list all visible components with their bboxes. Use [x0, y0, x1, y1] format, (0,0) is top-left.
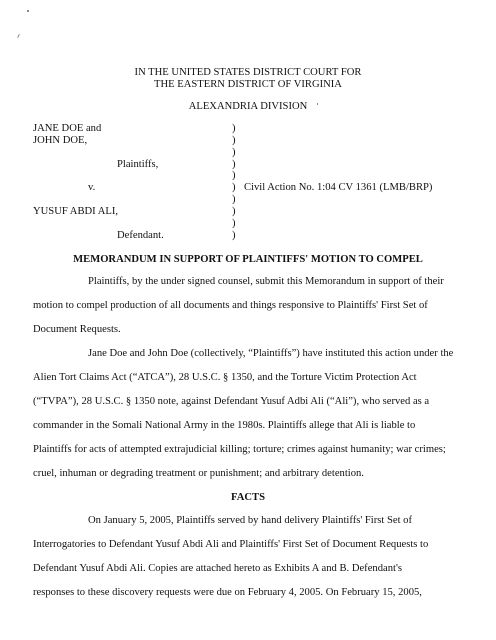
scan-speck [17, 34, 20, 38]
caption-paren: ) [232, 159, 236, 170]
paragraph-line: responses to these discovery requests were due on February 4, 2005. On February 15, 2005, [33, 587, 422, 598]
paragraph-line: motion to compel production of all documents and things responsive to Plaintiffs' First Set of [33, 300, 428, 311]
caption-paren: ) [232, 135, 236, 146]
paragraph-line: Plaintiffs, by the under signed counsel, submit this Memorandum in support of their [88, 276, 444, 287]
caption-paren: ) [232, 230, 236, 241]
paragraph-line: Alien Tort Claims Act (“ATCA”), 28 U.S.C. § 1350, and the Torture Victim Protection Act [33, 372, 417, 383]
paragraph-line: On January 5, 2005, Plaintiffs served by hand delivery Plaintiffs' First Set of [88, 515, 412, 526]
plaintiffs-label: Plaintiffs, [117, 159, 159, 170]
caption-paren: ) [232, 206, 236, 217]
court-division: ALEXANDRIA DIVISION [188, 101, 308, 112]
paragraph-line: Plaintiffs for acts of attempted extrajudicial killing; torture; crimes against humanity; war crimes; [33, 444, 446, 455]
paragraph-line: Document Requests. [33, 324, 121, 335]
facts-heading: FACTS [231, 492, 265, 503]
paragraph-line: (“TVPA”), 28 U.S.C. § 1350 note, against Defendant Yusuf Adbi Ali (“Ali”), who served as a [33, 396, 430, 407]
caption-paren: ) [232, 194, 236, 205]
caption-paren: ) [232, 123, 236, 134]
scan-speck [27, 10, 29, 12]
paragraph-line: Jane Doe and John Doe (collectively, “Plaintiffs”) have instituted this action under the [88, 348, 454, 359]
plaintiff-line2: JOHN DOE, [33, 135, 88, 146]
paragraph-line: commander in the Somali National Army in the 1980s. Plaintiffs allege that Ali is liable to [33, 420, 416, 431]
paragraph-line: Defendant Yusuf Abdi Ali. Copies are attached hereto as Exhibits A and B. Defendant's [33, 563, 402, 574]
versus-label: v. [88, 182, 96, 193]
defendant-label: Defendant. [117, 230, 164, 241]
caption-paren: ) [232, 147, 236, 158]
paragraph-line: cruel, inhuman or degrading treatment or punishment; and arbitrary detention. [33, 468, 364, 479]
paragraph-line: Interrogatories to Defendant Yusuf Abdi Ali and Plaintiffs' First Set of Document Requests to [33, 539, 429, 550]
court-name-line1: IN THE UNITED STATES DISTRICT COURT FOR [134, 67, 362, 78]
case-number: Civil Action No. 1:04 CV 1361 (LMB/BRP) [244, 182, 433, 193]
document-title: MEMORANDUM IN SUPPORT OF PLAINTIFFS' MOTION TO COMPEL [73, 254, 423, 265]
caption-paren: ) [232, 182, 236, 193]
defendant-name: YUSUF ABDI ALI, [33, 206, 119, 217]
caption-paren: ) [232, 170, 236, 181]
plaintiff-line1: JANE DOE and [33, 123, 102, 134]
court-name-line2: THE EASTERN DISTRICT OF VIRGINIA [154, 79, 342, 90]
caption-paren: ) [232, 218, 236, 229]
